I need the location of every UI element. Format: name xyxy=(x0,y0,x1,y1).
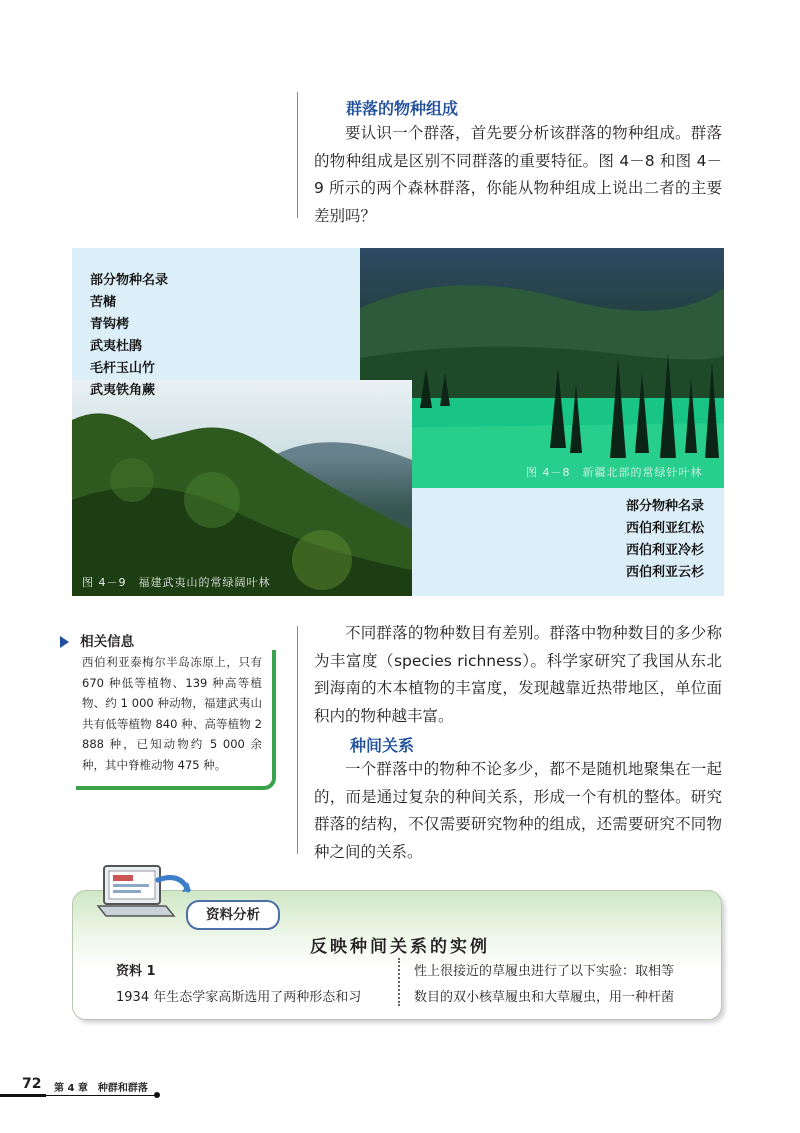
species-item: 青钩栲 xyxy=(90,317,130,332)
related-info-text: 西伯利亚泰梅尔半岛冻原上，只有 670 种低等植物、139 种高等植物、约 1 000 种动物，福建武夷山共有低等植物 840 种、高等植物 2 888 种，已知动物约 5 000 余种，其中脊椎动物 475 种。 xyxy=(82,655,262,772)
conifer-forest-illustration xyxy=(360,248,724,488)
footer-rule xyxy=(46,1095,156,1096)
column-divider-top xyxy=(297,92,298,218)
species-item: 武夷铁角蕨 xyxy=(90,383,156,398)
species-paragraph: 要认识一个群落，首先要分析该群落的物种组成。群落的物种组成是区别不同群落的重要特征。图 4－8 和图 4－9 所示的两个森林群落，你能从物种组成上说出二者的主要差别吗？ xyxy=(314,124,722,225)
species-item: 西伯利亚云杉 xyxy=(626,565,705,580)
materials-column-divider xyxy=(398,958,404,1006)
caption-figure-4-9: 图 4－9 福建武夷山的常绿阔叶林 xyxy=(82,576,271,589)
material-right-line-1: 性上很接近的草履虫进行了以下实验：取相等 xyxy=(414,964,675,979)
species-list-xinjiang xyxy=(626,496,704,584)
materials-title: 反映种间关系的实例 xyxy=(310,937,490,957)
info-header xyxy=(60,630,134,650)
caption-figure-4-8: 图 4－8 新疆北部的常绿针叶林 xyxy=(526,466,703,479)
photo-conifer-forest xyxy=(360,248,724,488)
footer-bar xyxy=(0,1094,46,1097)
footer-dot xyxy=(154,1092,160,1098)
photo-broadleaf-forest xyxy=(72,380,412,596)
broadleaf-mountain-illustration xyxy=(72,380,412,596)
species-item: 武夷杜鹃 xyxy=(90,339,143,354)
material-left-line: 1934 年生态学家高斯选用了两种形态和习 xyxy=(116,990,362,1005)
species-list-title: 部分物种名录 xyxy=(90,273,169,288)
info-title: 相关信息 xyxy=(80,634,135,650)
column-divider-middle xyxy=(297,626,298,854)
triangle-marker-icon xyxy=(60,636,69,648)
laptop-icon xyxy=(96,862,196,924)
interspecies-paragraph: 一个群落中的物种不论多少，都不是随机地聚集在一起的，而是通过复杂的种间关系，形成一个有机的整体。研究群落的结构，不仅需要研究物种的组成，还需要研究不同物种之间的关系。 xyxy=(314,760,722,861)
species-list-wuyi xyxy=(90,270,168,402)
material-item-label: 资料 1 xyxy=(116,964,156,979)
species-item: 西伯利亚红松 xyxy=(626,521,705,536)
richness-paragraph: 不同群落的物种数目有差别。群落中物种数目的多少称为丰富度（species richness）。科学家研究了我国从东北到海南的木本植物的丰富度，发现越靠近热带地区，单位面积内的物种越丰富。 xyxy=(314,624,722,725)
species-item: 西伯利亚冷杉 xyxy=(626,543,705,558)
materials-badge: 资料分析 xyxy=(186,900,280,930)
species-item: 毛杆玉山竹 xyxy=(90,361,156,376)
material-right-line-2: 数目的双小核草履虫和大草履虫，用一种杆菌 xyxy=(414,990,675,1005)
chapter-label: 第 4 章 种群和群落 xyxy=(54,1083,148,1094)
section-heading-interspecies: 种间关系 xyxy=(350,736,415,755)
section-heading-species: 群落的物种组成 xyxy=(346,99,459,118)
related-info-box xyxy=(76,650,276,790)
species-item: 苦槠 xyxy=(90,295,117,310)
page-number: 72 xyxy=(22,1076,42,1092)
species-list-title: 部分物种名录 xyxy=(626,499,705,514)
